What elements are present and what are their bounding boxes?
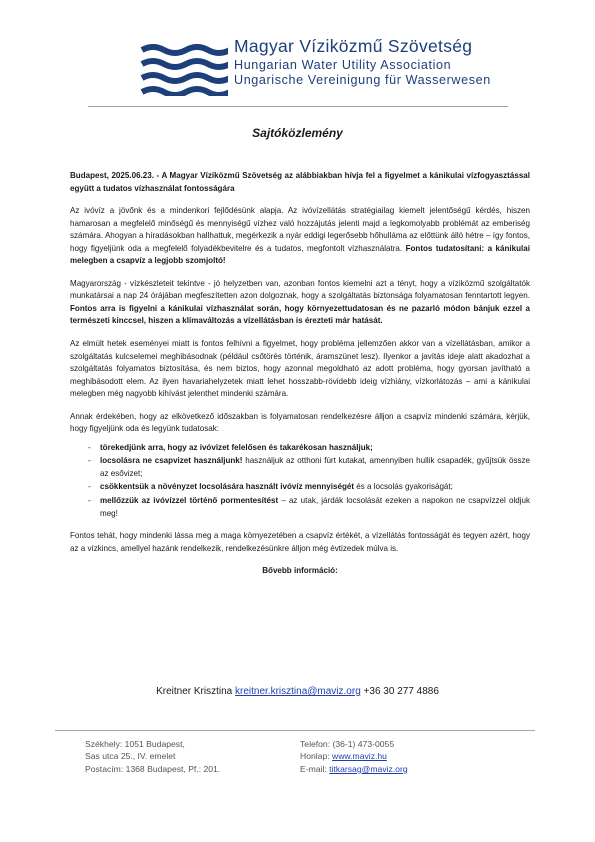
org-name-english: Hungarian Water Utility Association <box>234 57 452 72</box>
list-item <box>70 481 530 494</box>
footer-address-line: Postacím: 1368 Budapest, Pf.: 201. <box>85 763 221 774</box>
paragraph-3: Az elmúlt hetek eseményei miatt is fontos felhívni a figyelmet, hogy probléma jellemzően akkor van a vízellátásban, amikor a szolgáltatás kulcselemei meghibásodnak (például csőtörés történik, áramszünet lesz). Ilyenkor a javítás ideje alatt akadozhat a szolgáltatás folyamatos biztosítása, és nem biztos, hogy azonnal megoldható az adott probléma, hogy gyorsan javítható a meghibásodott elem. Az ilyen havariahelyzetek miatt lehet hosszabb-rövidebb ideig vízhiány, vízkorlátozás – ami a kánikulai melegben még nagyobb kihívást jelenthet mindenki számára. <box>70 339 530 399</box>
paragraph-1 <box>70 205 530 268</box>
header-divider <box>88 106 508 107</box>
contact-name: Kreitner Krisztina <box>156 686 233 697</box>
paragraph-2 <box>70 278 530 328</box>
list-item-text: – az utak, járdák locsolását ezeken a napokon ne csapvízzel oldjuk meg! <box>100 496 530 518</box>
bullet-dash: - <box>88 496 91 506</box>
footer-divider <box>55 730 535 731</box>
contact-email-link[interactable]: kreitner.krisztina@maviz.org <box>235 686 361 697</box>
paragraph-4: Annak érdekében, hogy az elkövetkező időszakban is folyamatosan rendelkezésre álljon a csapvíz mindenki számára, kérjük, hogy figyeljünk oda és legyünk tudatosak: <box>70 411 530 434</box>
paragraph-2-emphasis: Fontos arra is figyelni a kánikulai vízhasználat során, hogy környezettudatosan és ne pazarló módon bánjuk ezzel a természeti kinccsel, hiszen a klímaváltozás a vízellátásban is érezteti már hatását. <box>70 303 530 326</box>
press-release-body <box>70 170 530 578</box>
footer-address-line: Sas utca 25., IV. emelet <box>85 751 176 762</box>
list-item-text: és a locsolás gyakoriságát; <box>354 482 453 492</box>
organization-name <box>234 38 491 87</box>
water-waves-logo-icon <box>140 44 228 96</box>
footer-address <box>85 738 220 775</box>
contact-line <box>0 686 595 697</box>
footer-address-line: Székhely: 1051 Budapest, <box>85 739 185 749</box>
paragraph-2-text: Magyarország - vízkészleteit tekintve - jó helyzetben van, azonban fontos kiemelni azt a tényt, hogy a víziközmű szolgáltatók munkatársai a nap 24 órájában megfeszítetten azon dolgoznak, hogy a szolgáltatás biztonsága folyamatosan fenntartott legyen. <box>70 278 530 301</box>
footer-website-link[interactable]: www.maviz.hu <box>332 751 387 762</box>
footer-email-label: E-mail: <box>300 763 330 774</box>
list-item <box>70 442 530 455</box>
footer-website <box>300 750 408 762</box>
list-item-emphasis: csökkentsük a növényzet locsolására használt ivóvíz mennyiségét <box>100 482 355 492</box>
list-item <box>70 495 530 520</box>
footer-email-link[interactable]: titkarsag@maviz.org <box>329 763 408 774</box>
more-info-heading: Bővebb információ: <box>262 566 338 576</box>
paragraph-1-emphasis: Fontos tudatosítani: a kánikulai melegben a csapvíz a legjobb szomjoltó! <box>70 243 530 266</box>
list-item-text: használjuk az otthoni fúrt kutakat, amennyiben hullik csapadék, gyűjtsük össze az esővizet; <box>100 456 530 478</box>
contact-phone: +36 30 277 4886 <box>363 686 439 697</box>
bullet-dash: - <box>88 456 91 466</box>
list-item <box>70 455 530 480</box>
bullet-dash: - <box>88 482 91 492</box>
list-item-emphasis: törekedjünk arra, hogy az ivóvizet felelősen és takarékosan használjuk; <box>100 442 373 452</box>
list-item-emphasis: locsolásra ne csapvizet használjunk! <box>100 456 243 466</box>
paragraph-1-text: Az ivóvíz a jövőnk és a mindenkori fejlődésünk alapja. Az ivóvízellátás stratégiailag kiemelt jelentőségű kérdés, hiszen hamarosan a megfelelő minőségű és mennyiségű vízhez való hozzájutás jelenti majd a legkomolyabb problémát az emberiség számára. Ahogyan a híradásokban hallhattuk, megérkezik a nyár eddigi legerősebb hőhulláma az előttünk álló hétre – így fontos, hogy figyeljünk oda a megfelelő folyadékbevitelre és a tudatos, megfontolt vízhasználatra. <box>70 206 530 253</box>
list-item-emphasis: mellőzzük az ivóvízzel történő pormentesítést <box>100 496 279 506</box>
footer-email <box>300 763 408 775</box>
footer-website-label: Honlap: <box>300 751 333 762</box>
lead-paragraph: Budapest, 2025.06.23. - A Magyar Víziközmű Szövetség az alábbiakban hívja fel a figyelmet a kánikulai vízfogyasztással együtt a tudatos vízhasználat fontosságára <box>70 171 530 193</box>
org-name-hungarian: Magyar Víziközmű Szövetség <box>234 36 473 56</box>
page-title: Sajtóközlemény <box>252 126 343 140</box>
recommendation-list <box>70 442 530 520</box>
header <box>120 36 500 96</box>
bullet-dash: - <box>88 442 91 452</box>
paragraph-5: Fontos tehát, hogy mindenki lássa meg a maga környezetében a csapvíz értékét, a vízellátás fontosságát és tegyen azért, hogy az a vízkincs, amellyel hazánk rendelkezik, rendelkezésünkre álljon még évtizedek múlva is. <box>70 531 530 553</box>
footer-phone: Telefon: (36-1) 473-0055 <box>300 739 395 749</box>
org-name-german: Ungarische Vereinigung für Wasserwesen <box>234 73 491 88</box>
footer-contacts <box>300 738 408 775</box>
